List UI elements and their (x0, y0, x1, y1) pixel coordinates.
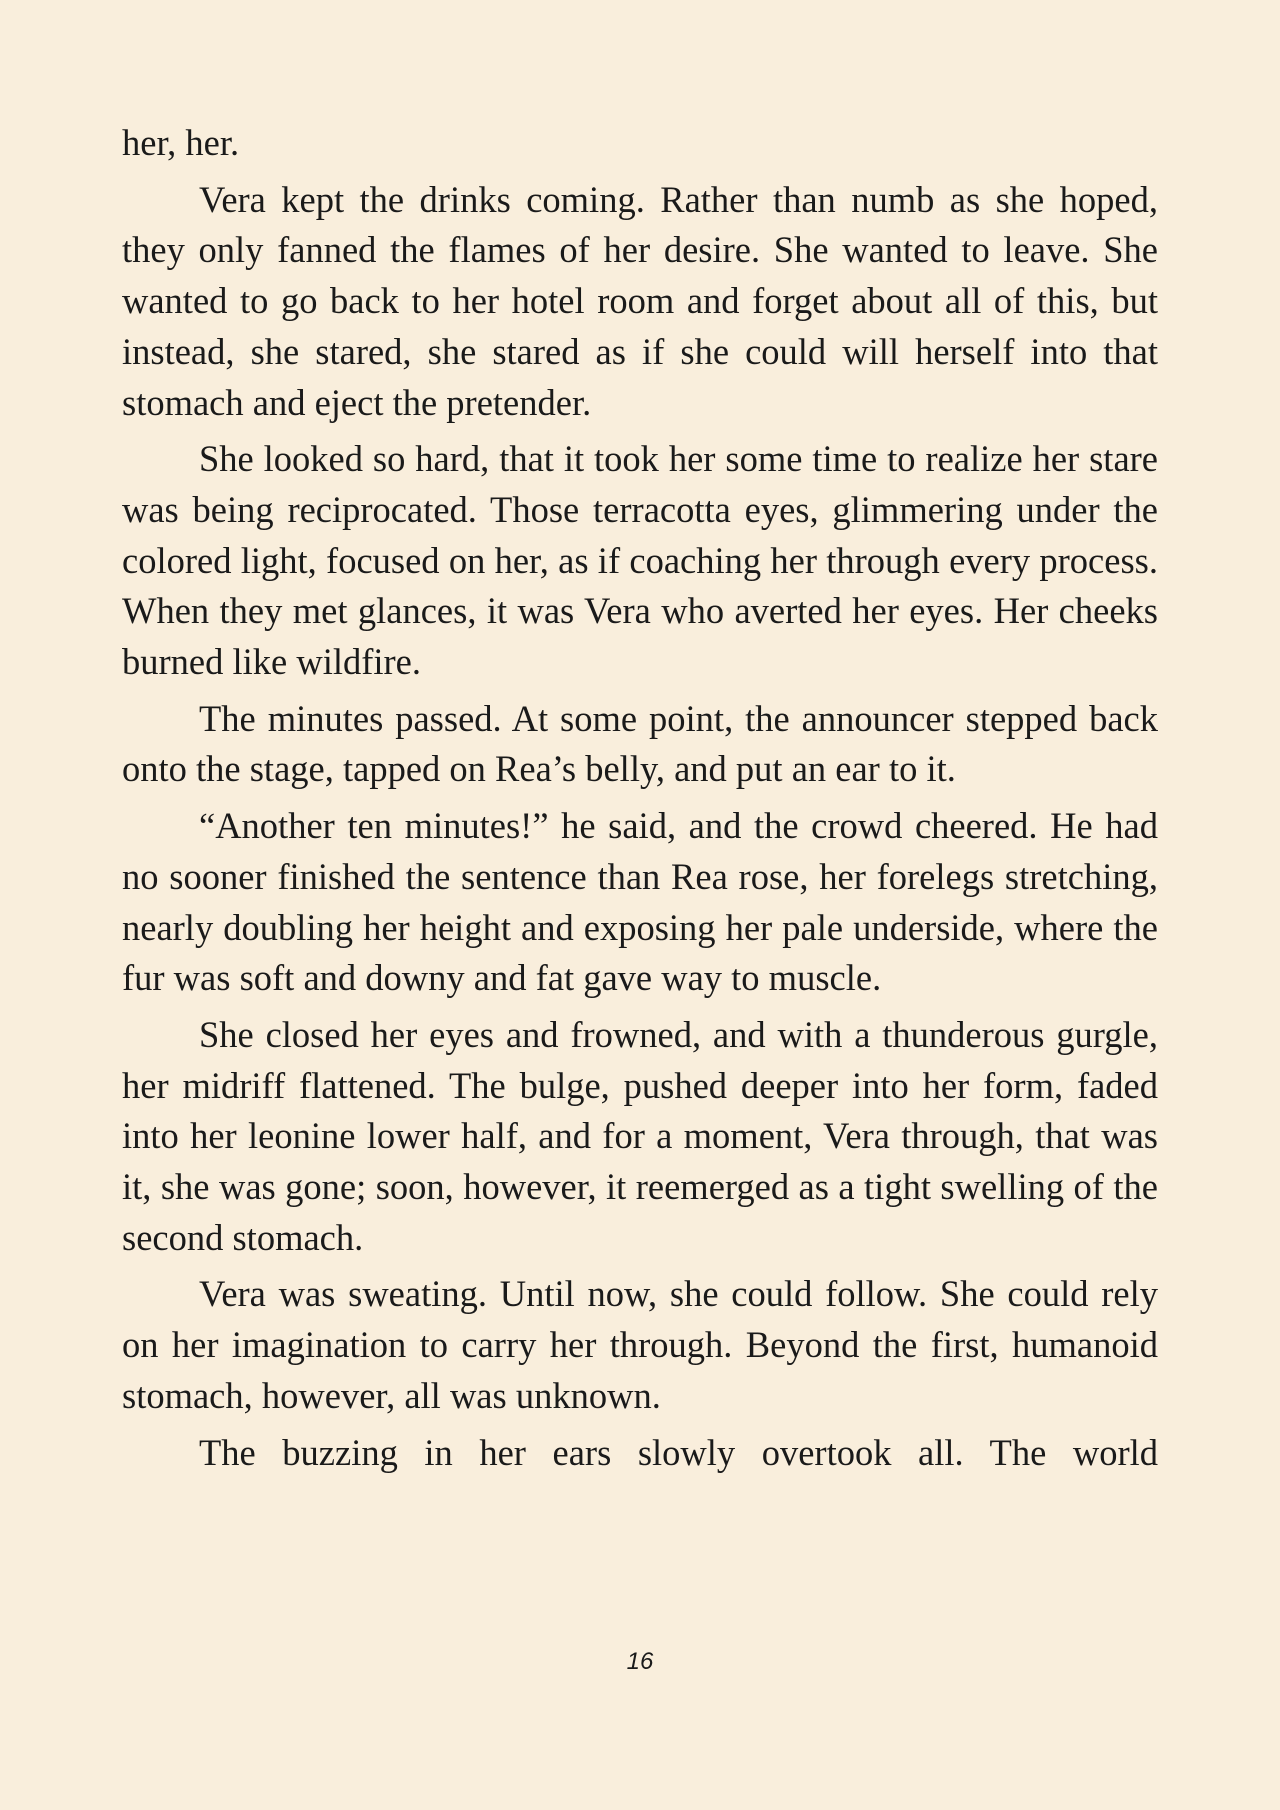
paragraph: She closed her eyes and frowned, and with a thunderous gurgle, her midriff flattened. The bulge, pushed deeper into her form, faded into her leonine lower half, and for a moment, Vera through, that was it, she was gone; soon, however, it reemerged as a tight swelling of the second stomach. (122, 1013, 1158, 1258)
paragraph: The minutes passed. At some point, the announcer stepped back onto the stage, tapped on Rea’s belly, and put an ear to it. (122, 697, 1158, 790)
paragraph: She looked so hard, that it took her some time to realize her stare was being reciprocated. Those terracotta eyes, glimmering under the colored light, focused on her, as if coaching her through every process. When they met glances, it was Vera who averted her eyes. Her cheeks burned like wildfire. (122, 438, 1158, 683)
page-body (122, 118, 1158, 1484)
paragraph: Vera kept the drinks coming. Rather than numb as she hoped, they only fanned the flames of her desire. She wanted to leave. She wanted to go back to her hotel room and forget about all of this, but instead, she stared, she stared as if she could will herself into that stomach and eject the pretender. (122, 178, 1158, 423)
paragraph: The buzzing in her ears slowly overtook all. The world (199, 1431, 1158, 1473)
paragraph: Vera was sweating. Until now, she could follow. She could rely on her imagination to carry her through. Beyond the first, humanoid stomach, however, all was unknown. (122, 1273, 1158, 1416)
paragraph: “Another ten minutes!” he said, and the crowd cheered. He had no sooner finished the sentence than Rea rose, her forelegs stretching, nearly doubling her height and exposing her pale underside, where the fur was soft and downy and fat gave way to muscle. (122, 805, 1158, 999)
page-number: 16 (626, 1648, 654, 1675)
paragraph-continuation: her, her. (122, 122, 240, 163)
